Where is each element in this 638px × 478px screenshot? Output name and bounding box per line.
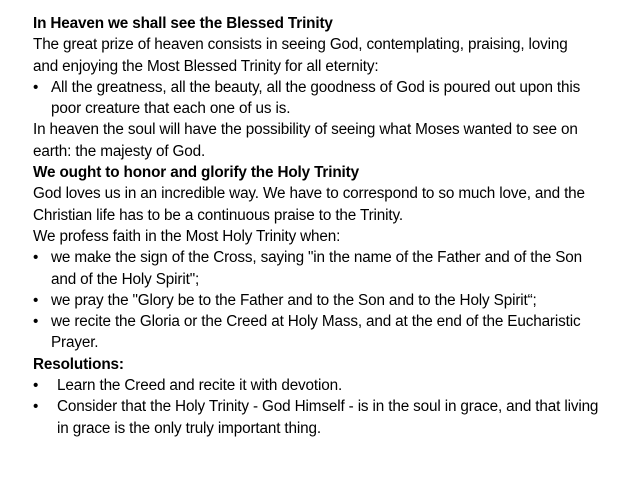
paragraph: We profess faith in the Most Holy Trinity when:: [33, 227, 341, 245]
section-honor: [33, 162, 633, 354]
section-heading: Resolutions:: [33, 355, 124, 373]
paragraph: In heaven the soul will have the possibility of seeing what Moses wanted to see on earth: the majesty of God.: [33, 121, 578, 160]
list-item-text: we pray the "Glory be to the Father and to the Son and to the Holy Spirit“;: [51, 291, 537, 309]
list-item: [33, 290, 633, 311]
bullet-icon: •: [33, 291, 39, 309]
slide-content: [33, 13, 633, 439]
list-item-text: Learn the Creed and recite it with devotion.: [57, 377, 343, 395]
list-item: [33, 396, 633, 439]
list-item: [33, 77, 633, 120]
paragraph: The great prize of heaven consists in seeing God, contemplating, praising, loving and enjoying the Most Blessed Trinity for all eternity:: [33, 36, 568, 75]
section-heading: We ought to honor and glorify the Holy Trinity: [33, 164, 359, 182]
bullet-icon: •: [33, 313, 39, 331]
bullet-icon: •: [33, 249, 39, 267]
section-resolutions: [33, 354, 633, 439]
list-item-text: we make the sign of the Cross, saying "in the name of the Father and of the Son and of the Holy Spirit";: [51, 249, 582, 288]
bullet-icon: •: [33, 78, 39, 96]
paragraph: God loves us in an incredible way. We have to correspond to so much love, and the Christian life has to be a continuous praise to the Trinity.: [33, 185, 585, 224]
list-item: [33, 375, 633, 396]
bullet-icon: •: [33, 377, 39, 395]
list-item-text: All the greatness, all the beauty, all the goodness of God is poured out upon this poor creature that each one of us is.: [51, 78, 581, 118]
section-heaven: [33, 13, 633, 162]
section-heading: In Heaven we shall see the Blessed Trinity: [33, 15, 333, 32]
list-item-text: Consider that the Holy Trinity - God Himself - is in the soul in grace, and that living in grace is the only truly important thing.: [57, 398, 599, 437]
list-item-text: we recite the Gloria or the Creed at Holy Mass, and at the end of the Eucharistic Prayer.: [51, 313, 581, 352]
list-item: [33, 311, 633, 354]
list-item: [33, 247, 633, 290]
bullet-icon: •: [33, 398, 39, 416]
